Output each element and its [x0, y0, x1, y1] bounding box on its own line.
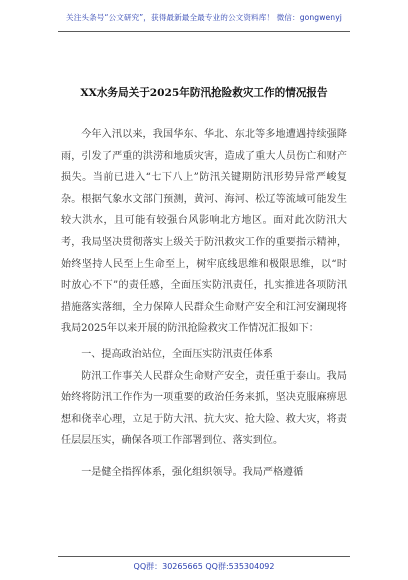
- footer-divider: [58, 556, 350, 557]
- promo-banner: 关注头条号“公文研究”，获得最新最全最专业的公文资料库！ 微信：gongwenyj: [66, 13, 342, 22]
- paragraph-section-1: 防汛工作事关人民群众生命财产安全，责任重于泰山。我局始终将防汛工作作为一项重要的政治任务来抓，坚决克服麻痹思想和侥幸心理，立足于防大汛、抗大灾、抢大险、救大灾，将责任层层压实，确保各项工作部署到位、落实到位。: [61, 370, 347, 447]
- footer-contact: QQ群：30265665 QQ群:535304092: [133, 562, 275, 571]
- header-divider: [58, 31, 350, 32]
- paragraph-point-1: 一是健全指挥体系，强化组织领导。我局严格遵循: [81, 466, 304, 478]
- document-body: [61, 124, 347, 484]
- paragraph-intro: 今年入汛以来，我国华东、华北、东北等多地遭遇持续强降雨，引发了严重的洪涝和地质灾害，造成了重大人员伤亡和财产损失。当前已进入“七下八上”防汛关键期防汛形势异常严峻复杂。根据气象水文部门预测，黄河、海河、松辽等流域可能发生较大洪水，且可能有较强台风影响北方地区。面对此次防汛大考，我局坚决贯彻落实上级关于防汛救灾工作的重要指示精神，始终坚持人民至上生命至上，树牢底线思维和极限思维，以“时时放心不下”的责任感，全面压实防汛责任，扎实推进各项防汛措施落实落细，全力保障人民群众生命财产安全和江河安澜现将我局2025年以来开展的防汛抢险救灾工作情况汇报如下：: [61, 129, 347, 335]
- section-heading-1: 一、提高政治站位，全面压实防汛责任体系: [81, 348, 273, 360]
- document-title: XX水务局关于2025年防汛抢险救灾工作的情况报告: [80, 87, 328, 99]
